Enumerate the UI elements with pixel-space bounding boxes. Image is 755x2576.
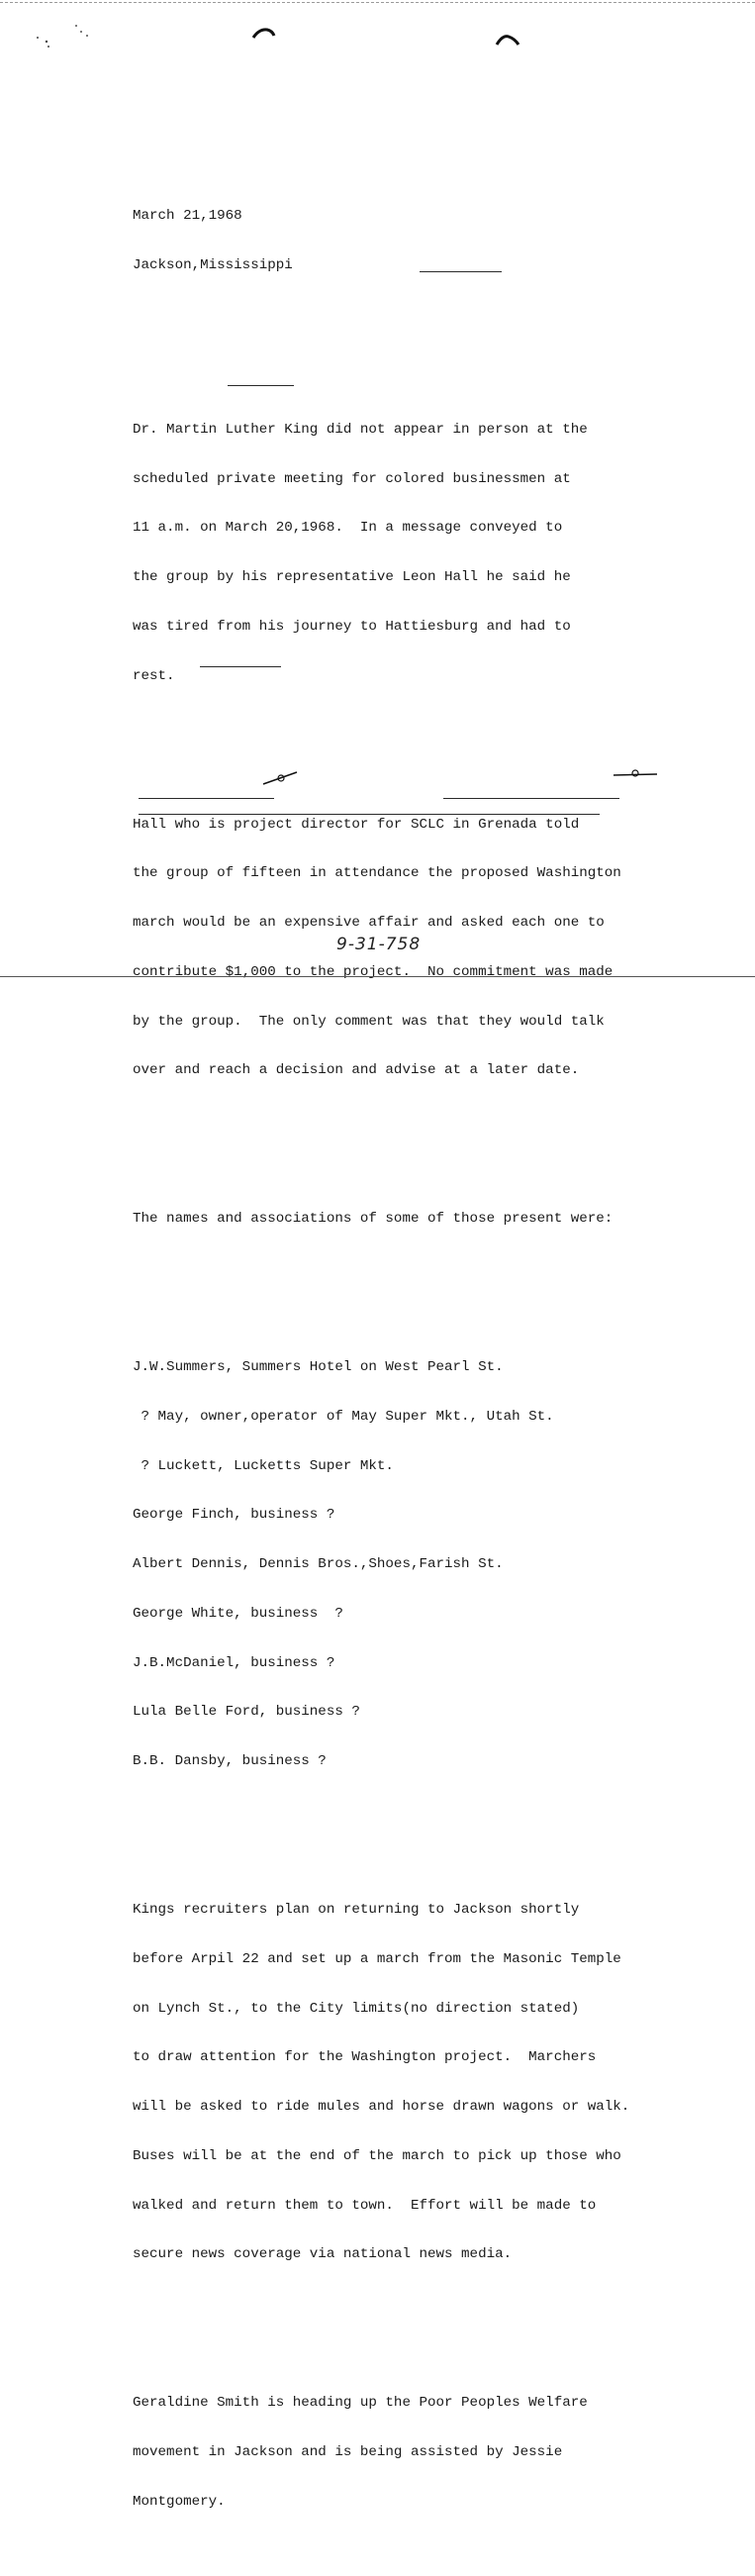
attendee-item: ? Luckett, Lucketts Super Mkt. [133, 1457, 394, 1474]
attendee-item: George White, business ? [133, 1605, 343, 1622]
p1-line: scheduled private meeting for colored businessmen at [133, 470, 571, 487]
p1-line: the group by his representative Leon Hall he said he [133, 569, 571, 586]
memo-header [133, 175, 687, 307]
pen-mark-left [251, 26, 277, 42]
underline-date [200, 666, 281, 667]
memo-place: Jackson,Mississippi [133, 257, 293, 274]
p4-line: to draw attention for the Washington project. Marchers [133, 2049, 597, 2066]
memo-date: March 21,1968 [133, 208, 242, 225]
attendee-item: J.B.McDaniel, business ? [133, 1654, 335, 1671]
attendee-item: J.W.Summers, Summers Hotel on West Pearl St. [133, 1358, 504, 1375]
p2-line: march would be an expensive affair and asked each one to [133, 915, 605, 932]
p3-line: The names and associations of some of those present were: [133, 1211, 613, 1228]
p2-line: Hall who is project director for SCLC in Grenada told [133, 816, 580, 833]
pen-mark-farright [612, 766, 659, 782]
p2-line: contribute $1,000 to the project. No commitment was made [133, 963, 613, 980]
paragraph-1 [133, 389, 687, 718]
p1-line: was tired from his journey to Hattiesburg and had to [133, 619, 571, 636]
attendee-item: George Finch, business ? [133, 1507, 335, 1524]
p5-line: Geraldine Smith is heading up the Poor Peoples Welfare [133, 2395, 588, 2412]
attendee-item: B.B. Dansby, business ? [133, 1753, 327, 1770]
p5-line: movement in Jackson and is being assisted by Jessie [133, 2443, 563, 2460]
underline-amount [228, 385, 294, 386]
page-bottom-edge [0, 976, 755, 977]
p1-line: rest. [133, 667, 175, 684]
scan-specks [30, 20, 99, 50]
p5-line: Montgomery. [133, 2493, 226, 2510]
p2-line: over and reach a decision and advise at a later date. [133, 1062, 580, 1079]
underline-name [139, 798, 274, 799]
paragraph-3 [133, 1178, 687, 1260]
paragraph-4 [133, 1869, 687, 2296]
attendee-list [133, 1327, 687, 1803]
file-number: 9-31-758 [336, 935, 422, 954]
p4-line: on Lynch St., to the City limits(no direction stated) [133, 2000, 580, 2017]
p4-line: Buses will be at the end of the march to pick up those who [133, 2147, 621, 2164]
p4-line: walked and return them to town. Effort will be made to [133, 2197, 597, 2214]
underline-movement [443, 798, 619, 799]
p2-line: by the group. The only comment was that they would talk [133, 1013, 605, 1030]
p4-line: secure news coverage via national news media. [133, 2246, 513, 2263]
pen-mark-right [495, 33, 520, 49]
p2-line: the group of fifteen in attendance the proposed Washington [133, 865, 621, 882]
memo-body [133, 143, 687, 2576]
p1-line: Dr. Martin Luther King did not appear in person at the [133, 421, 588, 438]
p1-line: 11 a.m. on March 20,1968. In a message conveyed to [133, 520, 563, 537]
attendee-item: ? May, owner,operator of May Super Mkt., Utah St. [133, 1408, 554, 1425]
page-top-edge [0, 2, 755, 3]
pen-mark-midright [261, 768, 301, 788]
attendee-item: Albert Dennis, Dennis Bros.,Shoes,Farish St. [133, 1556, 504, 1573]
underline-assistant [139, 814, 600, 815]
attendee-item: Lula Belle Ford, business ? [133, 1704, 360, 1721]
p4-line: before Arpil 22 and set up a march from the Masonic Temple [133, 1950, 621, 1967]
p4-line: Kings recruiters plan on returning to Jackson shortly [133, 1901, 580, 1918]
p4-line: will be asked to ride mules and horse drawn wagons or walk. [133, 2099, 630, 2116]
underline-leon-hall [420, 271, 502, 272]
paragraph-5 [133, 2362, 687, 2543]
